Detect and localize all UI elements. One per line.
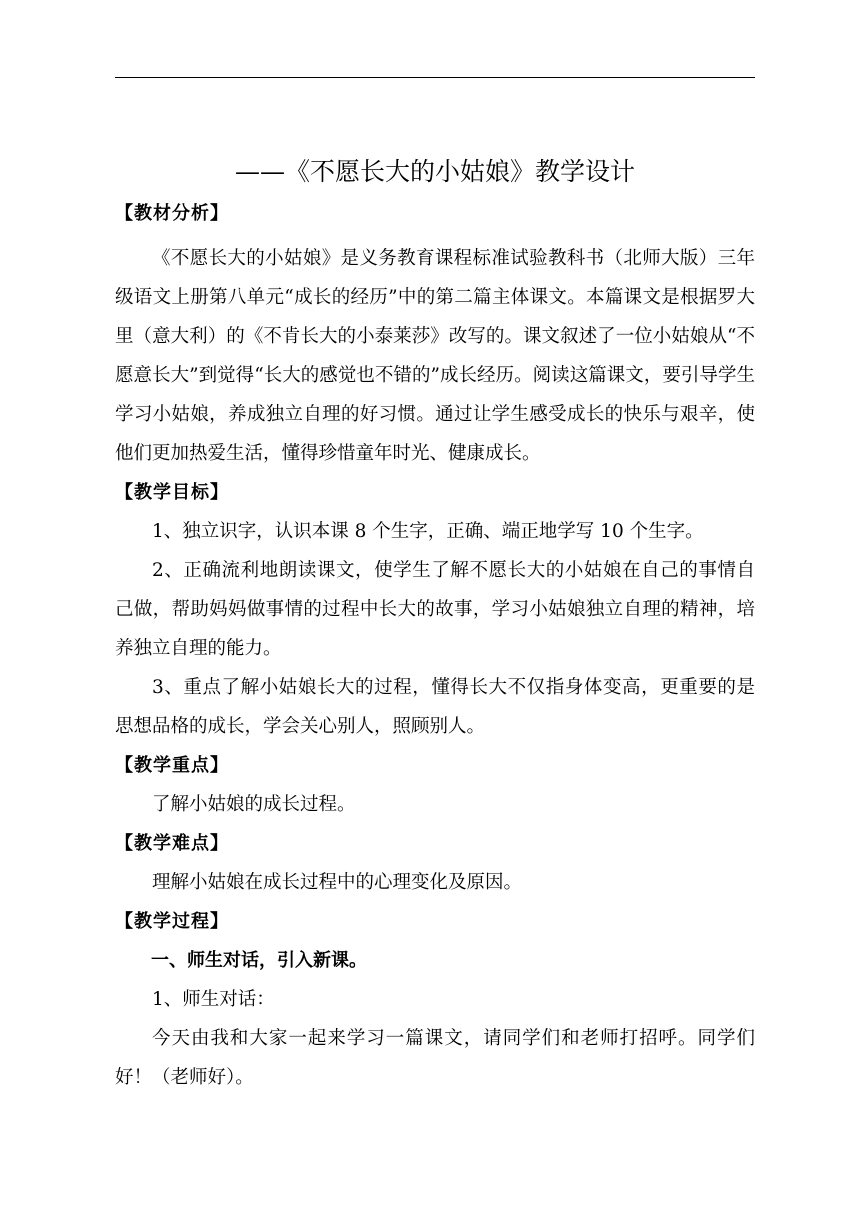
section-heading-difficulties: 【教学难点】 — [115, 833, 229, 854]
section-heading-goals: 【教学目标】 — [115, 482, 229, 503]
document-body — [115, 150, 755, 1097]
analysis-paragraph: 《不愿长大的小姑娘》是义务教育课程标准试验教科书（北师大版）三年级语文上册第八单元“成长的经历”中的第二篇主体课文。本篇课文是根据罗大里（意大利）的《不肯长大的小泰莱莎》改写的。课文叙述了一位小姑娘从“不愿意长大”到觉得“长大的感觉也不错的”成长经历。阅读这篇课文，要引导学生学习小姑娘，养成独立自理的好习惯。通过让学生感受成长的快乐与艰辛，使他们更加热爱生活，懂得珍惜童年时光、健康成长。 — [115, 248, 755, 464]
goal-item-3: 3、重点了解小姑娘长大的过程，懂得长大不仅指身体变高，更重要的是思想品格的成长，学会关心别人，照顾别人。 — [115, 677, 755, 737]
difficulties-paragraph: 理解小姑娘在成长过程中的心理变化及原因。 — [152, 872, 523, 893]
header-rule — [115, 77, 755, 78]
process-paragraph-1: 今天由我和大家一起来学习一篇课文，请同学们和老师打招呼。同学们好！（老师好）。 — [115, 1028, 755, 1088]
section-heading-process: 【教学过程】 — [115, 911, 229, 932]
document-title: ——《不愿长大的小姑娘》教学设计 — [234, 157, 635, 186]
goal-item-2: 2、正确流利地朗读课文，使学生了解不愿长大的小姑娘在自己的事情自己做，帮助妈妈做事情的过程中长大的故事，学习小姑娘独立自理的精神，培养独立自理的能力。 — [115, 560, 755, 659]
section-heading-key-points: 【教学重点】 — [115, 755, 229, 776]
process-step-1: 一、师生对话，引入新课。 — [151, 950, 367, 971]
section-heading-analysis: 【教材分析】 — [115, 203, 229, 224]
key-points-paragraph: 了解小姑娘的成长过程。 — [152, 794, 356, 815]
process-substep-1: 1、师生对话： — [152, 989, 275, 1010]
goal-item-1: 1、独立识字，认识本课 8 个生字，正确、端正地学写 10 个生字。 — [152, 521, 704, 542]
